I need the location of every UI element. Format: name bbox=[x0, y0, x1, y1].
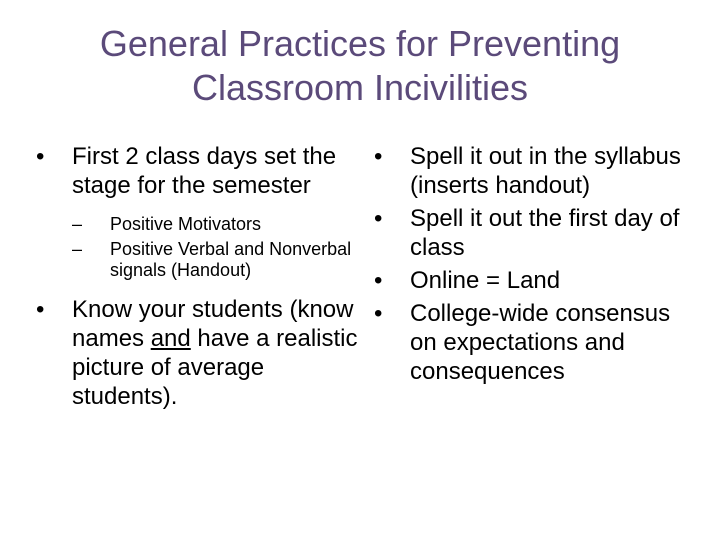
sub-bullet-list bbox=[72, 214, 366, 281]
right-column bbox=[374, 142, 694, 390]
title-line-1: General Practices for Preventing bbox=[99, 23, 621, 64]
underlined-word: and bbox=[150, 325, 191, 352]
bullet-text-before: Know your students (know names bbox=[72, 296, 354, 352]
slide-title bbox=[40, 22, 680, 110]
sub-bullet-positive-motivators: – Positive Motivators bbox=[72, 214, 366, 235]
bullet-first-class-days bbox=[36, 142, 366, 200]
bullet-know-your-students bbox=[36, 295, 366, 411]
bullet-text-after: have a realistic picture of average students). bbox=[72, 325, 358, 410]
bullet-online-land: • Online = Land bbox=[374, 266, 694, 295]
bullet-text: First 2 class days set the stage for the semester bbox=[72, 143, 337, 199]
bullet-college-wide: • College-wide consensus on expectations and consequences bbox=[374, 299, 694, 386]
left-column bbox=[36, 142, 366, 415]
title-line-2: Classroom Incivilities bbox=[191, 67, 529, 108]
bullet-first-day: • Spell it out the first day of class bbox=[374, 204, 694, 262]
sub-bullet-verbal-nonverbal: – Positive Verbal and Nonverbal signals (Handout) bbox=[72, 239, 366, 281]
bullet-syllabus: • Spell it out in the syllabus (inserts handout) bbox=[374, 142, 694, 200]
